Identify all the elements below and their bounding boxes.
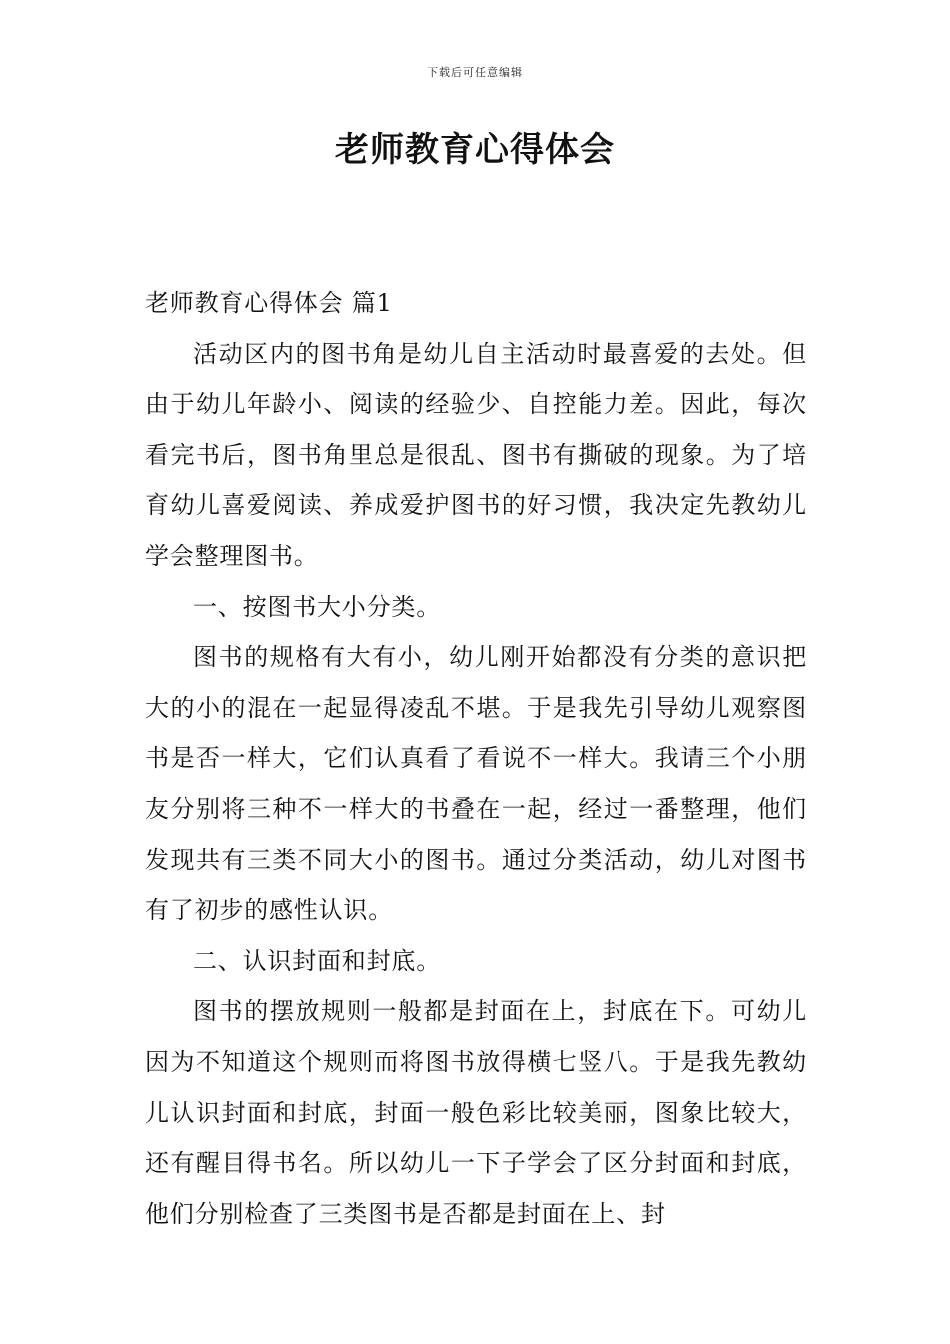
paragraph-intro: 活动区内的图书角是幼儿自主活动时最喜爱的去处。但由于幼儿年龄小、阅读的经验少、自控能力差。因此，每次看完书后，图书角里总是很乱、图书有撕破的现象。为了培育幼儿喜爱阅读、养成爱护图书的好习惯，我决定先教幼儿学会整理图书。 [145,339,807,570]
header-note: 下载后可任意编辑 [427,66,523,79]
subheading-cover-and-back: 二、认识封面和封底。 [193,946,441,975]
document-body [145,278,807,1239]
section-heading: 老师教育心得体会 篇1 [145,289,393,317]
paragraph-sort-by-size: 图书的规格有大有小，幼儿刚开始都没有分类的意识把大的小的混在一起显得凌乱不堪。于是我先引导幼儿观察图书是否一样大，它们认真看了看说不一样大。我请三个小朋友分别将三种不一样大的书叠在一起，经过一番整理，他们发现共有三类不同大小的图书。通过分类活动，幼儿对图书有了初步的感性认识。 [145,643,807,925]
paragraph-cover-and-back: 图书的摆放规则一般都是封面在上，封底在下。可幼儿因为不知道这个规则而将图书放得横七竖八。于是我先教幼儿认识封面和封底，封面一般色彩比较美丽，图象比较大，还有醒目得书名。所以幼儿一下子学会了区分封面和封底，他们分别检查了三类图书是否都是封面在上、封 [145,997,807,1228]
document-title: 老师教育心得体会 [335,130,615,170]
subheading-sort-by-size: 一、按图书大小分类。 [193,592,441,621]
